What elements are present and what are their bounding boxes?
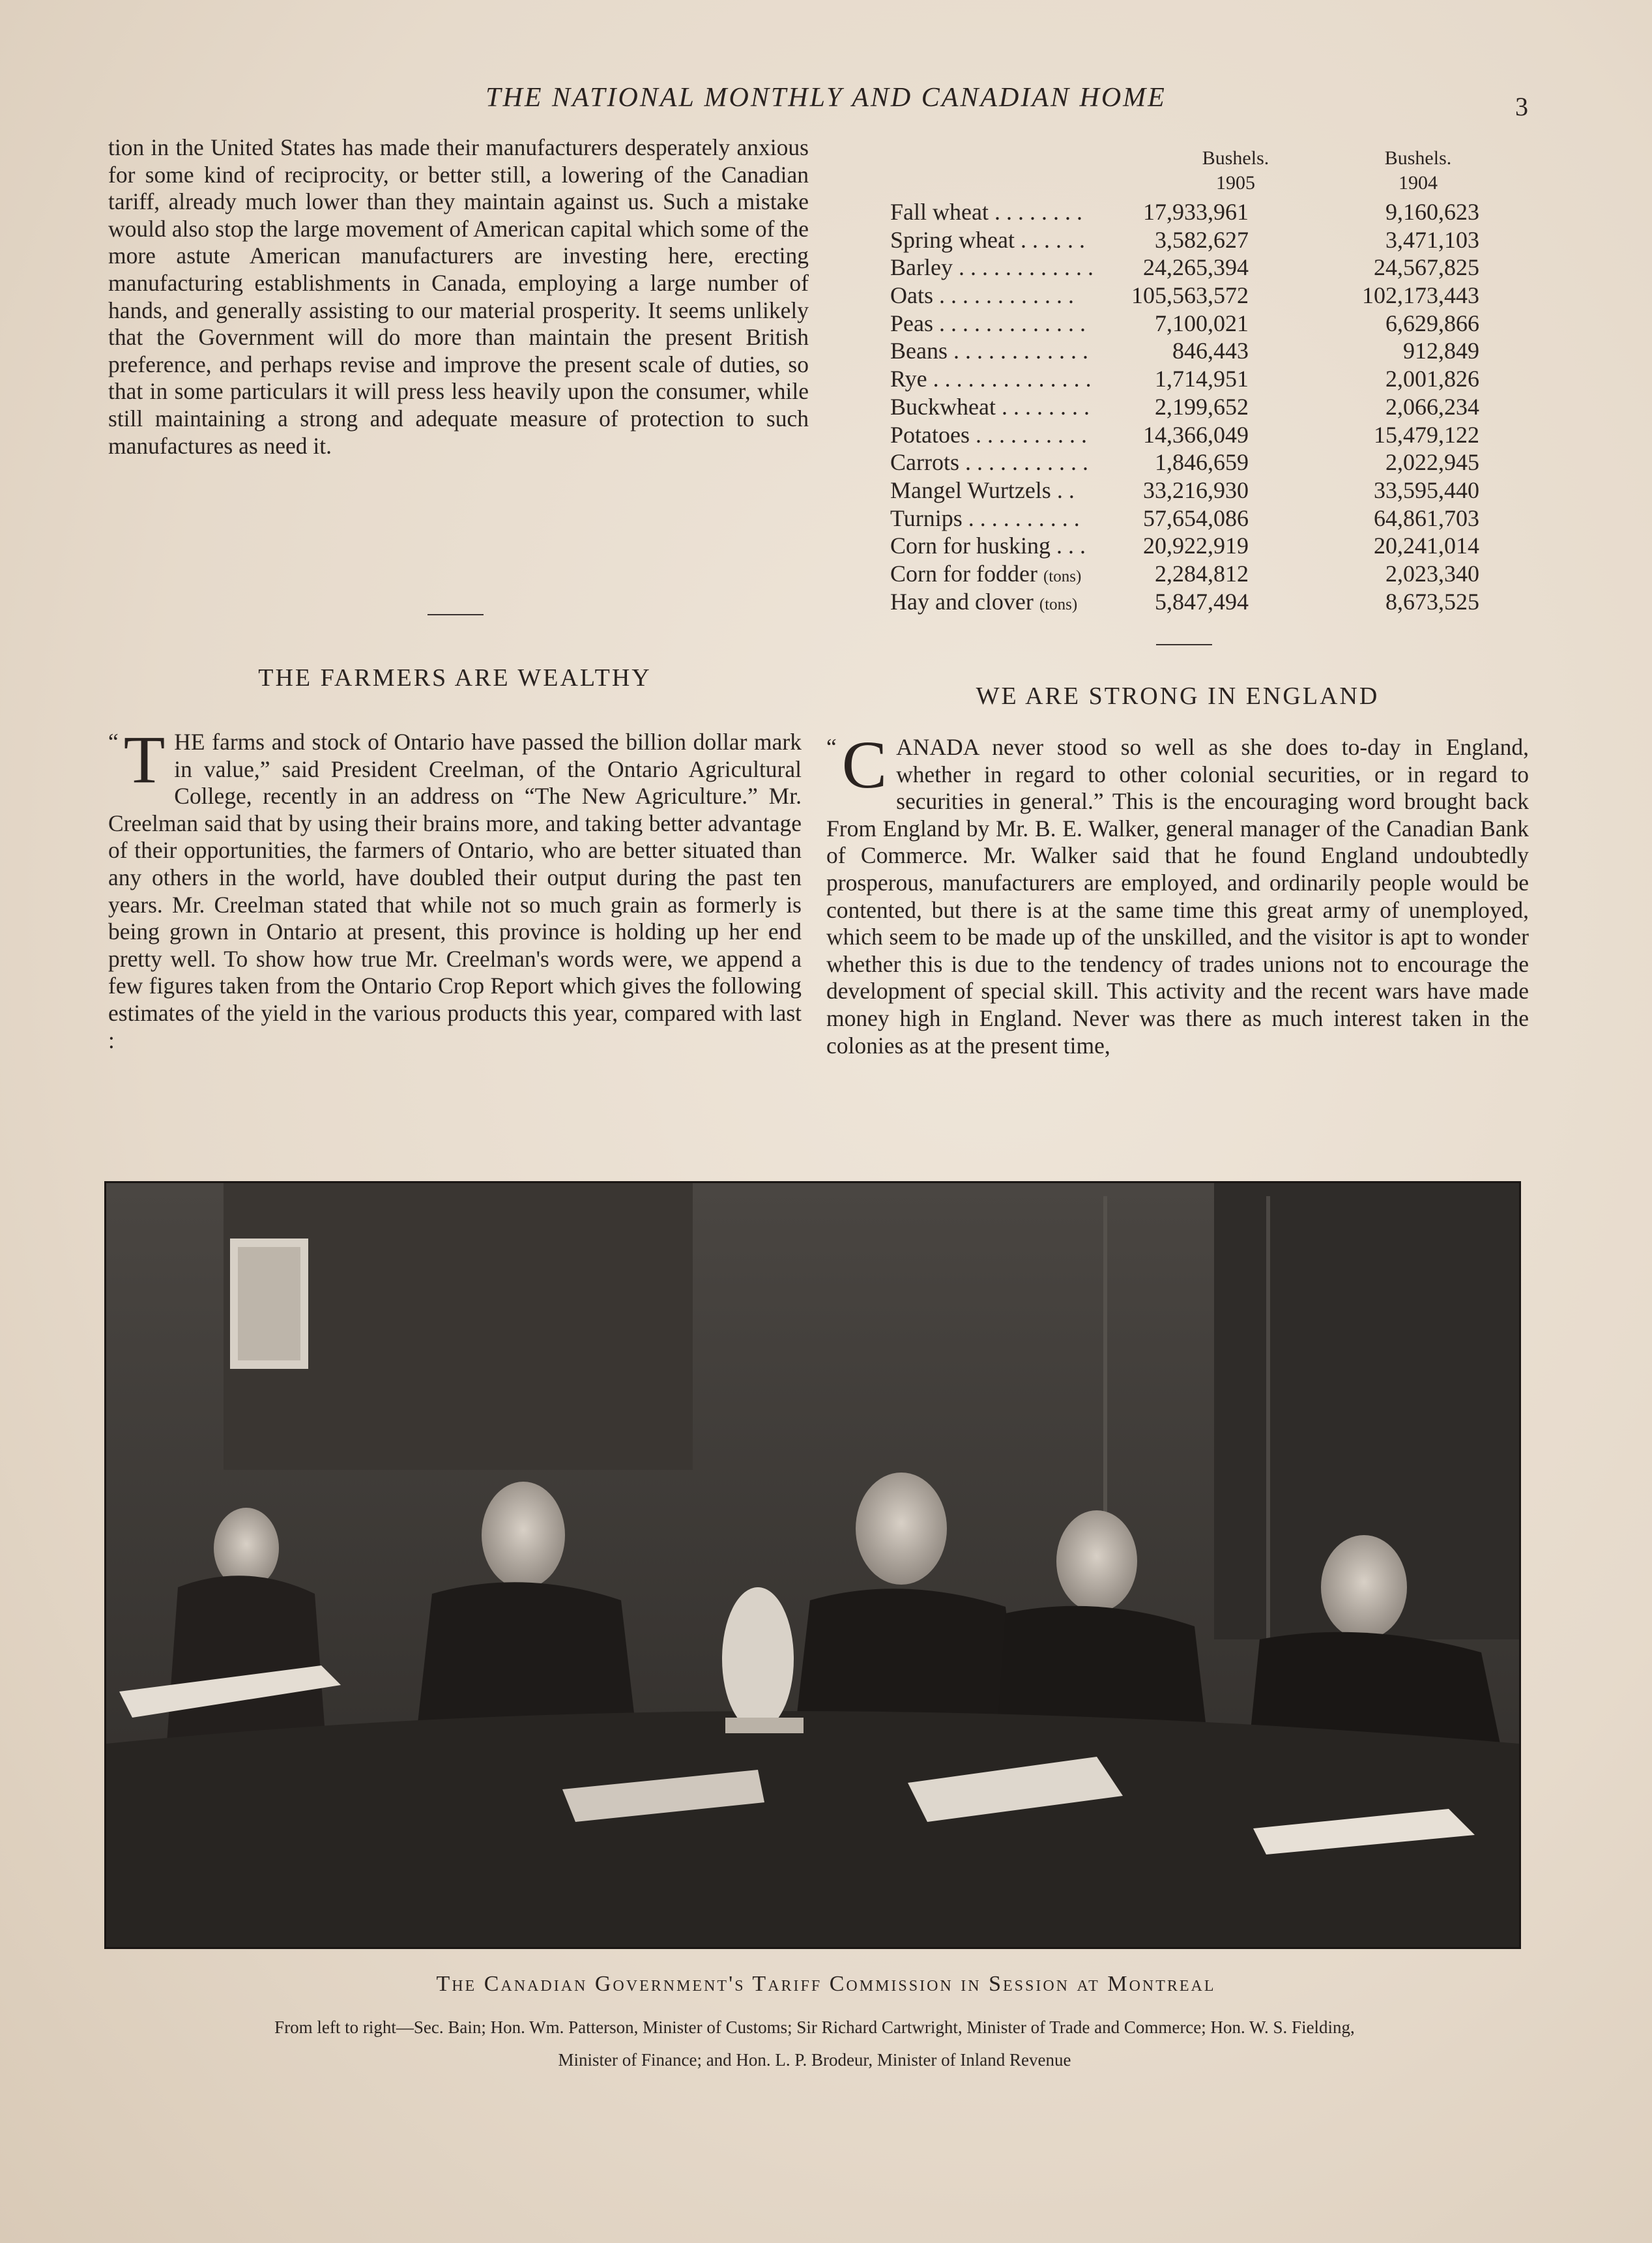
dot-leader: . . . . . . . . . . . .: [953, 338, 1088, 364]
running-title: THE NATIONAL MONTHLY AND CANADIAN HOME: [485, 83, 1167, 113]
heading-farmers: THE FARMERS ARE WEALTHY: [258, 664, 652, 692]
dot-leader: . . . . . . . . . . . . .: [939, 310, 1086, 336]
crop-row: [890, 532, 1477, 560]
crop-row: [890, 505, 1477, 533]
col-1905-year: 1905: [1216, 172, 1255, 194]
crop-row: [890, 393, 1477, 421]
crop-name: [890, 198, 1082, 229]
dot-leader: . . . . . . . .: [994, 199, 1082, 225]
yield-1905: 3,582,627: [1155, 226, 1249, 253]
crop-row: [890, 365, 1477, 393]
open-quote: “: [826, 734, 837, 760]
crop-unit: (tons): [1043, 567, 1082, 585]
col-1904-year: 1904: [1398, 172, 1438, 194]
crop-name: [890, 226, 1085, 257]
dot-leader: . . .: [1056, 533, 1086, 559]
crop-name: [890, 282, 1074, 312]
yield-1904: 6,629,866: [1385, 310, 1479, 336]
crop-name: [890, 560, 1081, 591]
col-1904-header: [1359, 146, 1477, 196]
england-article: [826, 727, 1529, 1059]
crop-name: [890, 310, 1086, 340]
crop-name: [890, 337, 1088, 368]
yield-1905: 2,284,812: [1155, 560, 1249, 587]
dot-leader: . . . . . . . . . .: [968, 505, 1080, 531]
crop-row: [890, 588, 1477, 616]
dot-leader: . .: [1056, 476, 1075, 503]
crop-row: [890, 448, 1477, 476]
yield-1904: 3,471,103: [1385, 226, 1479, 253]
yield-1904: 2,066,234: [1385, 393, 1479, 420]
yield-1904: 33,595,440: [1374, 476, 1479, 503]
crop-label: Spring wheat: [890, 226, 1015, 253]
yield-1904: 102,173,443: [1362, 282, 1479, 309]
yield-1904: 15,479,122: [1374, 421, 1479, 448]
yield-1904: 64,861,703: [1374, 505, 1479, 531]
dot-leader: . . . . . . . . . . . . . .: [933, 366, 1092, 392]
yield-1904: 2,001,826: [1385, 366, 1479, 392]
drop-cap-c: C: [841, 727, 888, 802]
crop-name: [890, 532, 1086, 563]
intro-paragraph: tion in the United States has made their manufacturers desperately anxious for some kind of reciprocity, or better still, a lowering of the Canadian tariff, already much lower than they maintain against us. Such a mistake would also stop the large movement of American capital which some of the more astute American manufacturers are investing here, erecting manufacturing establishments in Canada, employing a large number of hands, and generally assisting to our material prosperity. It seems unlikely that the Government will do more than maintain the present British preference, and perhaps revise and improve the present scale of duties, so that in some particulars it will press less heavily upon the consumer, while still maintaining a strong and adequate measure of protection to such manufactures as need it.: [108, 134, 809, 459]
crop-label: Carrots: [890, 449, 959, 476]
dot-leader: . . . . . . . . . . . .: [958, 254, 1094, 281]
yield-1905: 1,714,951: [1155, 366, 1249, 392]
crop-label: Beans: [890, 338, 948, 364]
crop-name: [890, 365, 1092, 396]
yield-1905: 17,933,961: [1143, 199, 1249, 225]
england-article-body: ANADA never stood so well as she does to-day in England, whether in regard to other colonial securities, or in regard to securities in general.” This is the encouraging word brought back From England by Mr. B. E. Walker, general manager of the Canadian Bank of Commerce. Mr. Walker said that he found England undoubtedly prosperous, manufacturers are employed, and ordinarily people would be contented, but there is at the same time this great army of unemployed, which seem to be made up of the unskilled, and the visitor is apt to wonder whether this is due to the tendency of trades unions not to encourage the development of special skill. This activity and the recent wars have made money high in England. Never was there as much interest taken in the colonies as at the present time,: [826, 734, 1529, 1059]
crop-row: [890, 282, 1477, 310]
tariff-commission-photo: [104, 1181, 1521, 1949]
col-1905-unit: Bushels.: [1202, 147, 1269, 169]
yield-1904: 2,023,340: [1385, 560, 1479, 587]
drop-cap-t: T: [123, 722, 166, 797]
crop-table-header: [890, 146, 1477, 198]
crop-name: [890, 505, 1080, 535]
crop-table: [890, 146, 1477, 615]
dot-leader: . . . . . . . .: [1001, 393, 1090, 420]
crop-label: Mangel Wurtzels: [890, 476, 1051, 503]
heading-england: WE ARE STRONG IN ENGLAND: [976, 682, 1380, 710]
crop-row: [890, 337, 1477, 365]
crop-label: Peas: [890, 310, 933, 336]
crop-name: [890, 393, 1090, 424]
yield-1905: 846,443: [1172, 338, 1249, 364]
farmers-article-body: HE farms and stock of Ontario have passed the billion dollar mark in value,” said President Creelman, of the Ontario Agricultural College, recently in an address on “The New Agriculture.” Mr. Creelman said that by using their brains more, and taking better advantage of their opportunities, the farmers of Ontario, who are better situated than any others in the world, have doubled their output during the past ten years. Mr. Creelman stated that while not so much grain as formerly is being grown in Ontario at present, this province is holding up her end pretty well. To show how true Mr. Creelman's words were, we append a few figures taken from the Ontario Crop Report which gives the following estimates of the yield in the various products this year, compared with last :: [108, 729, 802, 1053]
crop-row: [890, 310, 1477, 338]
crop-label: Fall wheat: [890, 199, 989, 225]
col-1905-header: [1177, 146, 1294, 196]
crop-label: Barley: [890, 254, 953, 281]
section-divider-left: [427, 614, 484, 615]
open-quote: “: [108, 729, 119, 755]
crop-row: [890, 476, 1477, 505]
crop-unit: (tons): [1039, 595, 1078, 613]
photo-credits-line2: Minister of Finance; and Hon. L. P. Brodeur, Minister of Inland Revenue: [558, 2050, 1071, 2070]
crop-label: Buckwheat: [890, 393, 996, 420]
crop-label: Corn for husking: [890, 533, 1051, 559]
yield-1904: 24,567,825: [1374, 254, 1479, 281]
yield-1904: 20,241,014: [1374, 533, 1479, 559]
crop-name: [890, 421, 1087, 452]
crop-label: Rye: [890, 366, 927, 392]
crop-name: [890, 448, 1088, 479]
photo-illustration: [106, 1183, 1519, 1947]
yield-1905: 1,846,659: [1155, 449, 1249, 476]
yield-1905: 2,199,652: [1155, 393, 1249, 420]
crop-label: Oats: [890, 282, 933, 309]
yield-1905: 33,216,930: [1143, 476, 1249, 503]
crop-label: Turnips: [890, 505, 963, 531]
yield-1905: 24,265,394: [1143, 254, 1249, 281]
dot-leader: . . . . . . . . . . . .: [939, 282, 1074, 309]
crop-name: [890, 476, 1075, 507]
crop-row: [890, 198, 1477, 226]
dot-leader: . . . . . .: [1020, 226, 1085, 253]
crop-name: [890, 588, 1077, 619]
col-1904-unit: Bushels.: [1384, 147, 1452, 169]
yield-1905: 20,922,919: [1143, 533, 1249, 559]
crop-row: [890, 254, 1477, 282]
crop-table-body: [890, 198, 1477, 615]
yield-1905: 5,847,494: [1155, 588, 1249, 615]
crop-row: [890, 421, 1477, 449]
yield-1904: 9,160,623: [1385, 199, 1479, 225]
photo-caption: The Canadian Government's Tariff Commission in Session at Montreal: [436, 1972, 1216, 1996]
page-number: 3: [1515, 92, 1528, 121]
intro-column: [108, 134, 809, 460]
photo-credits-line1: From left to right—Sec. Bain; Hon. Wm. Patterson, Minister of Customs; Sir Richard Cartwright, Minister of Trade and Commerce; Hon. W. S. Fielding,: [274, 2017, 1355, 2037]
section-divider-right: [1156, 644, 1212, 645]
dot-leader: . . . . . . . . . . .: [964, 449, 1088, 476]
yield-1904: 2,022,945: [1385, 449, 1479, 476]
photo-credits: [156, 2011, 1473, 2076]
farmers-article: [108, 722, 802, 1054]
yield-1905: 7,100,021: [1155, 310, 1249, 336]
yield-1905: 14,366,049: [1143, 421, 1249, 448]
yield-1904: 912,849: [1403, 338, 1479, 364]
dot-leader: . . . . . . . . . .: [976, 421, 1087, 448]
crop-row: [890, 560, 1477, 588]
crop-label: Corn for fodder: [890, 560, 1037, 587]
crop-label: Potatoes: [890, 421, 970, 448]
yield-1905: 57,654,086: [1143, 505, 1249, 531]
crop-label: Hay and clover: [890, 588, 1034, 615]
crop-row: [890, 226, 1477, 254]
yield-1904: 8,673,525: [1385, 588, 1479, 615]
yield-1905: 105,563,572: [1131, 282, 1249, 309]
crop-name: [890, 254, 1094, 284]
